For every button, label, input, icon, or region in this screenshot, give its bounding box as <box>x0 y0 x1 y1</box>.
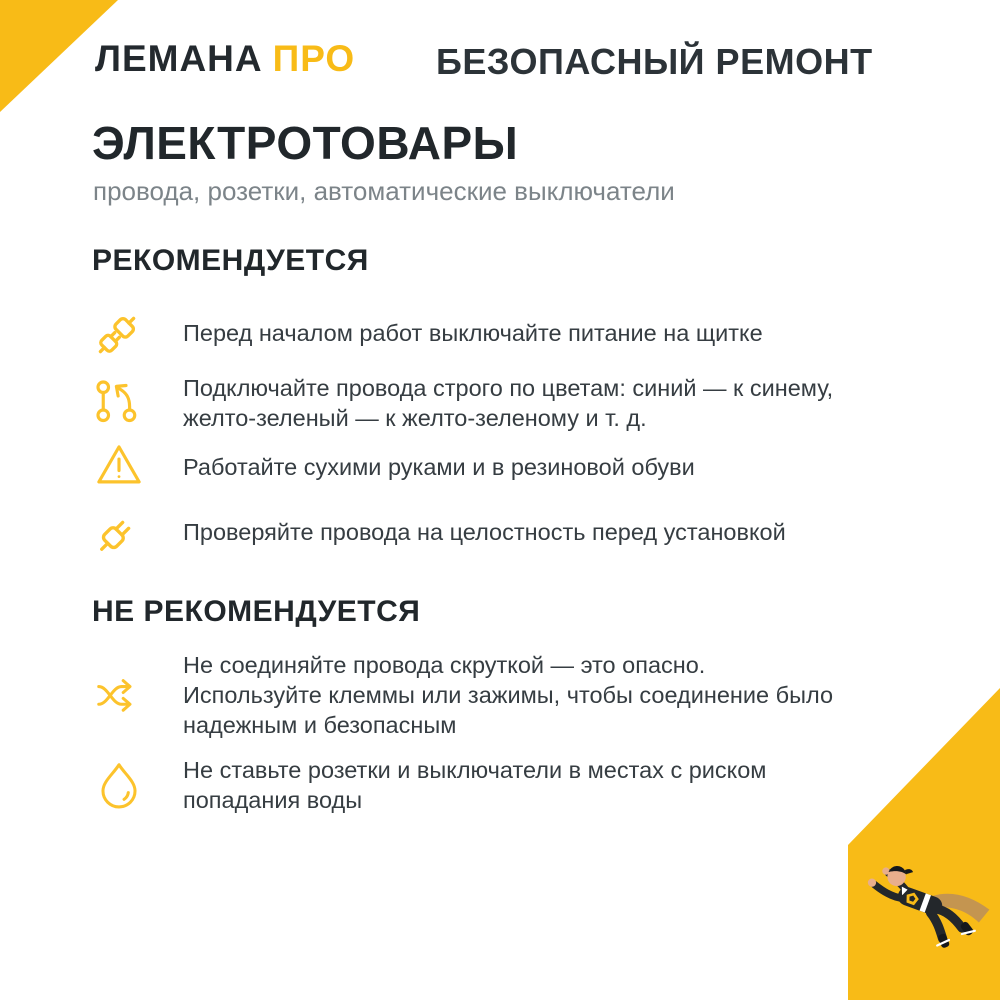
page-subtitle: провода, розетки, автоматические выключатели <box>93 176 675 206</box>
plug-integrity-icon <box>88 501 150 563</box>
list-item-text: Не соединяйте провода скруткой — это опасно. Используйте клеммы или зажимы, чтобы соединение было надежным и безопасным <box>183 652 834 738</box>
list-item <box>88 371 833 435</box>
list-item <box>88 438 695 496</box>
campaign-title: БЕЗОПАСНЫЙ РЕМОНТ <box>436 41 873 82</box>
list-item-text: Не ставьте розетки и выключатели в местах с риском попадания воды <box>183 757 767 813</box>
corner-shape-bottom-right <box>848 683 1000 1000</box>
wire-colors-icon <box>88 372 150 434</box>
list-item-text: Перед началом работ выключайте питание на щитке <box>183 320 763 346</box>
warning-triangle-icon <box>88 436 150 498</box>
water-drop-icon <box>88 754 150 816</box>
page-title: ЭЛЕКТРОТОВАРЫ <box>92 117 519 169</box>
list-item <box>88 500 786 564</box>
list-item <box>88 752 766 818</box>
brand-logo <box>95 38 355 80</box>
list-item-text: Проверяйте провода на целостность перед установкой <box>183 519 786 545</box>
brand-logo-secondary: ПРО <box>272 38 356 79</box>
section-heading-not-recommended: НЕ РЕКОМЕНДУЕТСЯ <box>92 595 421 628</box>
twisted-wires-icon <box>88 664 150 726</box>
list-item-text: Работайте сухими руками и в резиновой обуви <box>183 454 695 480</box>
plug-disconnected-icon <box>88 302 150 364</box>
list-item <box>88 302 763 364</box>
brand-logo-primary: ЛЕМАНА <box>95 38 263 79</box>
list-item-text: Подключайте провода строго по цветам: синий — к синему, желто-зеленый — к желто-зеленому и т. д. <box>183 375 834 431</box>
section-heading-recommended: РЕКОМЕНДУЕТСЯ <box>92 244 369 277</box>
list-item <box>88 648 833 742</box>
